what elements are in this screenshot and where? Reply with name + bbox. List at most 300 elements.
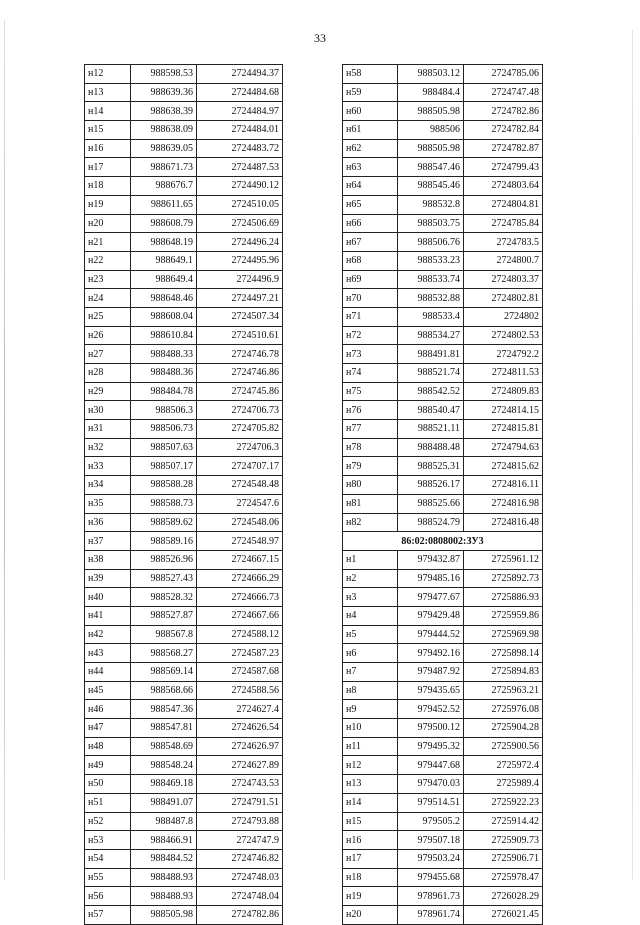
point-id-cell: н23	[85, 270, 131, 289]
table-row	[343, 606, 543, 625]
point-id-cell: н56	[85, 887, 131, 906]
y-coordinate-cell: 2724497.21	[197, 289, 283, 308]
table-row	[85, 831, 283, 850]
table-row	[343, 177, 543, 196]
point-id-cell: н34	[85, 476, 131, 495]
y-coordinate-cell: 2724548.06	[197, 513, 283, 532]
table-row	[85, 737, 283, 756]
x-coordinate-cell: 988533.4	[398, 307, 464, 326]
table-row	[85, 401, 283, 420]
table-row	[343, 364, 543, 383]
point-id-cell: н62	[343, 139, 398, 158]
table-row	[85, 364, 283, 383]
point-id-cell: н29	[85, 382, 131, 401]
x-coordinate-cell: 979429.48	[398, 606, 464, 625]
point-id-cell: н12	[343, 756, 398, 775]
point-id-cell: н53	[85, 831, 131, 850]
x-coordinate-cell: 988649.1	[131, 251, 197, 270]
y-coordinate-cell: 2724495.96	[197, 251, 283, 270]
point-id-cell: н40	[85, 588, 131, 607]
y-coordinate-cell: 2725922.23	[464, 793, 543, 812]
y-coordinate-cell: 2724791.51	[197, 793, 283, 812]
y-coordinate-cell: 2724799.43	[464, 158, 543, 177]
y-coordinate-cell: 2726028.29	[464, 887, 543, 906]
y-coordinate-cell: 2724588.56	[197, 681, 283, 700]
y-coordinate-cell: 2725978.47	[464, 868, 543, 887]
x-coordinate-cell: 979444.52	[398, 625, 464, 644]
x-coordinate-cell: 988611.65	[131, 195, 197, 214]
y-coordinate-cell: 2724803.37	[464, 270, 543, 289]
y-coordinate-cell: 2724802	[464, 307, 543, 326]
coordinates-table-right	[342, 64, 543, 925]
x-coordinate-cell: 988533.23	[398, 251, 464, 270]
x-coordinate-cell: 988525.66	[398, 494, 464, 513]
point-id-cell: н27	[85, 345, 131, 364]
y-coordinate-cell: 2724510.05	[197, 195, 283, 214]
x-coordinate-cell: 988506.3	[131, 401, 197, 420]
table-row	[85, 139, 283, 158]
point-id-cell: н1	[343, 550, 398, 569]
y-coordinate-cell: 2724666.29	[197, 569, 283, 588]
x-coordinate-cell: 988488.93	[131, 868, 197, 887]
point-id-cell: н61	[343, 121, 398, 140]
x-coordinate-cell: 988506.76	[398, 233, 464, 252]
y-coordinate-cell: 2724816.48	[464, 513, 543, 532]
point-id-cell: н30	[85, 401, 131, 420]
point-id-cell: н26	[85, 326, 131, 345]
table-row	[85, 569, 283, 588]
table-row	[85, 625, 283, 644]
x-coordinate-cell: 988638.39	[131, 102, 197, 121]
x-coordinate-cell: 988491.07	[131, 793, 197, 812]
y-coordinate-cell: 2724782.86	[197, 905, 283, 924]
y-coordinate-cell: 2724802.53	[464, 326, 543, 345]
x-coordinate-cell: 988506	[398, 121, 464, 140]
y-coordinate-cell: 2724510.61	[197, 326, 283, 345]
point-id-cell: н20	[343, 905, 398, 924]
table-row	[343, 681, 543, 700]
x-coordinate-cell: 988648.46	[131, 289, 197, 308]
table-row	[85, 644, 283, 663]
point-id-cell: н28	[85, 364, 131, 383]
point-id-cell: н2	[343, 569, 398, 588]
x-coordinate-cell: 988507.63	[131, 438, 197, 457]
x-coordinate-cell: 988671.73	[131, 158, 197, 177]
y-coordinate-cell: 2725886.93	[464, 588, 543, 607]
table-row	[343, 214, 543, 233]
table-row	[85, 326, 283, 345]
table-row	[85, 83, 283, 102]
y-coordinate-cell: 2724783.5	[464, 233, 543, 252]
x-coordinate-cell: 979485.16	[398, 569, 464, 588]
table-row	[343, 65, 543, 84]
point-id-cell: н58	[343, 65, 398, 84]
y-coordinate-cell: 2724666.73	[197, 588, 283, 607]
scan-edge-right	[632, 30, 633, 880]
y-coordinate-cell: 2724743.53	[197, 775, 283, 794]
table-row	[343, 831, 543, 850]
y-coordinate-cell: 2724706.73	[197, 401, 283, 420]
y-coordinate-cell: 2725906.71	[464, 849, 543, 868]
point-id-cell: н44	[85, 663, 131, 682]
x-coordinate-cell: 988527.43	[131, 569, 197, 588]
point-id-cell: н19	[85, 195, 131, 214]
table-row	[343, 700, 543, 719]
table-row	[85, 158, 283, 177]
point-id-cell: н70	[343, 289, 398, 308]
point-id-cell: н64	[343, 177, 398, 196]
y-coordinate-cell: 2725898.14	[464, 644, 543, 663]
table-row	[343, 289, 543, 308]
y-coordinate-cell: 2725963.21	[464, 681, 543, 700]
y-coordinate-cell: 2724814.15	[464, 401, 543, 420]
y-coordinate-cell: 2724816.11	[464, 476, 543, 495]
y-coordinate-cell: 2725961.12	[464, 550, 543, 569]
x-coordinate-cell: 988528.32	[131, 588, 197, 607]
table-row	[85, 438, 283, 457]
table-row	[343, 158, 543, 177]
point-id-cell: н68	[343, 251, 398, 270]
x-coordinate-cell: 988589.16	[131, 532, 197, 551]
point-id-cell: н75	[343, 382, 398, 401]
y-coordinate-cell: 2724745.86	[197, 382, 283, 401]
point-id-cell: н11	[343, 737, 398, 756]
point-id-cell: н42	[85, 625, 131, 644]
x-coordinate-cell: 979452.52	[398, 700, 464, 719]
table-row	[343, 102, 543, 121]
table-row	[343, 849, 543, 868]
x-coordinate-cell: 988547.81	[131, 719, 197, 738]
x-coordinate-cell: 988488.36	[131, 364, 197, 383]
table-row	[343, 121, 543, 140]
x-coordinate-cell: 988548.69	[131, 737, 197, 756]
x-coordinate-cell: 988469.18	[131, 775, 197, 794]
point-id-cell: н18	[85, 177, 131, 196]
table-row	[85, 214, 283, 233]
point-id-cell: н80	[343, 476, 398, 495]
point-id-cell: н8	[343, 681, 398, 700]
y-coordinate-cell: 2725894.83	[464, 663, 543, 682]
table-row	[85, 289, 283, 308]
point-id-cell: н71	[343, 307, 398, 326]
x-coordinate-cell: 979503.24	[398, 849, 464, 868]
table-row	[343, 83, 543, 102]
x-coordinate-cell: 988610.84	[131, 326, 197, 345]
x-coordinate-cell: 988526.17	[398, 476, 464, 495]
x-coordinate-cell: 988488.48	[398, 438, 464, 457]
table-row	[85, 756, 283, 775]
table-row	[343, 326, 543, 345]
y-coordinate-cell: 2724811.53	[464, 364, 543, 383]
point-id-cell: н22	[85, 251, 131, 270]
point-id-cell: н73	[343, 345, 398, 364]
x-coordinate-cell: 988488.33	[131, 345, 197, 364]
table-row	[343, 457, 543, 476]
section-header-row	[343, 532, 543, 551]
x-coordinate-cell: 979505.2	[398, 812, 464, 831]
table-row	[85, 588, 283, 607]
point-id-cell: н79	[343, 457, 398, 476]
y-coordinate-cell: 2724487.53	[197, 158, 283, 177]
x-coordinate-cell: 988649.4	[131, 270, 197, 289]
y-coordinate-cell: 2724587.68	[197, 663, 283, 682]
y-coordinate-cell: 2725989.4	[464, 775, 543, 794]
y-coordinate-cell: 2724746.86	[197, 364, 283, 383]
point-id-cell: н35	[85, 494, 131, 513]
x-coordinate-cell: 988676.7	[131, 177, 197, 196]
table-row	[85, 233, 283, 252]
point-id-cell: н12	[85, 65, 131, 84]
x-coordinate-cell: 988484.4	[398, 83, 464, 102]
point-id-cell: н31	[85, 420, 131, 439]
point-id-cell: н67	[343, 233, 398, 252]
x-coordinate-cell: 988503.75	[398, 214, 464, 233]
point-id-cell: н72	[343, 326, 398, 345]
x-coordinate-cell: 979435.65	[398, 681, 464, 700]
table-row	[343, 494, 543, 513]
x-coordinate-cell: 988521.74	[398, 364, 464, 383]
point-id-cell: н77	[343, 420, 398, 439]
y-coordinate-cell: 2724496.9	[197, 270, 283, 289]
coordinates-table-left	[84, 64, 283, 925]
point-id-cell: н48	[85, 737, 131, 756]
point-id-cell: н82	[343, 513, 398, 532]
table-row	[85, 663, 283, 682]
table-row	[85, 121, 283, 140]
point-id-cell: н7	[343, 663, 398, 682]
table-row	[343, 737, 543, 756]
table-row	[85, 606, 283, 625]
table-row	[343, 793, 543, 812]
point-id-cell: н3	[343, 588, 398, 607]
y-coordinate-cell: 2724490.12	[197, 177, 283, 196]
table-row	[343, 345, 543, 364]
point-id-cell: н76	[343, 401, 398, 420]
x-coordinate-cell: 988598.53	[131, 65, 197, 84]
y-coordinate-cell: 2724494.37	[197, 65, 283, 84]
y-coordinate-cell: 2725904.28	[464, 719, 543, 738]
y-coordinate-cell: 2724815.62	[464, 457, 543, 476]
x-coordinate-cell: 979432.87	[398, 550, 464, 569]
table-row	[85, 513, 283, 532]
y-coordinate-cell: 2724746.78	[197, 345, 283, 364]
x-coordinate-cell: 979507.18	[398, 831, 464, 850]
y-coordinate-cell: 2724746.82	[197, 849, 283, 868]
y-coordinate-cell: 2724484.01	[197, 121, 283, 140]
x-coordinate-cell: 979492.16	[398, 644, 464, 663]
table-row	[343, 438, 543, 457]
x-coordinate-cell: 988521.11	[398, 420, 464, 439]
x-coordinate-cell: 988542.52	[398, 382, 464, 401]
point-id-cell: н45	[85, 681, 131, 700]
y-coordinate-cell: 2725900.56	[464, 737, 543, 756]
x-coordinate-cell: 988505.98	[131, 905, 197, 924]
table-row	[343, 307, 543, 326]
table-row	[85, 382, 283, 401]
point-id-cell: н20	[85, 214, 131, 233]
table-row	[343, 756, 543, 775]
x-coordinate-cell: 988569.14	[131, 663, 197, 682]
point-id-cell: н54	[85, 849, 131, 868]
page-number: 33	[314, 31, 326, 45]
y-coordinate-cell: 2724588.12	[197, 625, 283, 644]
scan-edge-left	[4, 20, 5, 880]
y-coordinate-cell: 2724803.64	[464, 177, 543, 196]
point-id-cell: н52	[85, 812, 131, 831]
table-row	[343, 868, 543, 887]
x-coordinate-cell: 988491.81	[398, 345, 464, 364]
y-coordinate-cell: 2724748.04	[197, 887, 283, 906]
x-coordinate-cell: 988484.78	[131, 382, 197, 401]
y-coordinate-cell: 2724626.54	[197, 719, 283, 738]
y-coordinate-cell: 2724782.86	[464, 102, 543, 121]
y-coordinate-cell: 2725959.86	[464, 606, 543, 625]
y-coordinate-cell: 2724484.68	[197, 83, 283, 102]
table-row	[85, 775, 283, 794]
y-coordinate-cell: 2725969.98	[464, 625, 543, 644]
table-row	[343, 251, 543, 270]
table-row	[343, 588, 543, 607]
table-row	[343, 569, 543, 588]
table-row	[85, 476, 283, 495]
x-coordinate-cell: 988487.8	[131, 812, 197, 831]
table-row	[85, 177, 283, 196]
point-id-cell: н19	[343, 887, 398, 906]
table-row	[343, 195, 543, 214]
y-coordinate-cell: 2724816.98	[464, 494, 543, 513]
table-row	[343, 719, 543, 738]
y-coordinate-cell: 2724793.88	[197, 812, 283, 831]
table-row	[85, 849, 283, 868]
y-coordinate-cell: 2724706.3	[197, 438, 283, 457]
point-id-cell: н43	[85, 644, 131, 663]
x-coordinate-cell: 988534.27	[398, 326, 464, 345]
x-coordinate-cell: 988567.8	[131, 625, 197, 644]
y-coordinate-cell: 2724785.06	[464, 65, 543, 84]
y-coordinate-cell: 2724815.81	[464, 420, 543, 439]
table-row	[343, 644, 543, 663]
point-id-cell: н18	[343, 868, 398, 887]
y-coordinate-cell: 2724587.23	[197, 644, 283, 663]
cadastral-number-header: 86:02:0808002:ЗУ3	[343, 532, 543, 551]
point-id-cell: н65	[343, 195, 398, 214]
y-coordinate-cell: 2724794.63	[464, 438, 543, 457]
table-row	[85, 719, 283, 738]
point-id-cell: н6	[343, 644, 398, 663]
table-row	[343, 775, 543, 794]
y-coordinate-cell: 2725976.08	[464, 700, 543, 719]
y-coordinate-cell: 2724667.66	[197, 606, 283, 625]
point-id-cell: н5	[343, 625, 398, 644]
x-coordinate-cell: 988639.36	[131, 83, 197, 102]
x-coordinate-cell: 988608.79	[131, 214, 197, 233]
point-id-cell: н15	[343, 812, 398, 831]
x-coordinate-cell: 988506.73	[131, 420, 197, 439]
point-id-cell: н55	[85, 868, 131, 887]
point-id-cell: н51	[85, 793, 131, 812]
point-id-cell: н39	[85, 569, 131, 588]
point-id-cell: н47	[85, 719, 131, 738]
table-row	[343, 887, 543, 906]
y-coordinate-cell: 2726021.45	[464, 905, 543, 924]
point-id-cell: н57	[85, 905, 131, 924]
point-id-cell: н10	[343, 719, 398, 738]
x-coordinate-cell: 988525.31	[398, 457, 464, 476]
table-row	[85, 812, 283, 831]
y-coordinate-cell: 2724707.17	[197, 457, 283, 476]
point-id-cell: н66	[343, 214, 398, 233]
table-row	[85, 681, 283, 700]
point-id-cell: н63	[343, 158, 398, 177]
table-row	[343, 513, 543, 532]
point-id-cell: н16	[85, 139, 131, 158]
point-id-cell: н32	[85, 438, 131, 457]
x-coordinate-cell: 988638.09	[131, 121, 197, 140]
table-row	[85, 251, 283, 270]
x-coordinate-cell: 979477.67	[398, 588, 464, 607]
point-id-cell: н25	[85, 307, 131, 326]
point-id-cell: н50	[85, 775, 131, 794]
table-row	[343, 270, 543, 289]
point-id-cell: н21	[85, 233, 131, 252]
x-coordinate-cell: 988532.8	[398, 195, 464, 214]
point-id-cell: н16	[343, 831, 398, 850]
x-coordinate-cell: 979514.51	[398, 793, 464, 812]
table-row	[85, 700, 283, 719]
x-coordinate-cell: 988532.88	[398, 289, 464, 308]
table-row	[343, 382, 543, 401]
y-coordinate-cell: 2725892.73	[464, 569, 543, 588]
x-coordinate-cell: 988608.04	[131, 307, 197, 326]
x-coordinate-cell: 988526.96	[131, 550, 197, 569]
x-coordinate-cell: 988589.62	[131, 513, 197, 532]
y-coordinate-cell: 2724785.84	[464, 214, 543, 233]
y-coordinate-cell: 2724506.69	[197, 214, 283, 233]
y-coordinate-cell: 2724626.97	[197, 737, 283, 756]
table-row	[343, 905, 543, 924]
table-row	[343, 139, 543, 158]
x-coordinate-cell: 988527.87	[131, 606, 197, 625]
y-coordinate-cell: 2724748.03	[197, 868, 283, 887]
table-row	[85, 793, 283, 812]
y-coordinate-cell: 2724782.84	[464, 121, 543, 140]
x-coordinate-cell: 979470.03	[398, 775, 464, 794]
y-coordinate-cell: 2724747.9	[197, 831, 283, 850]
y-coordinate-cell: 2724548.48	[197, 476, 283, 495]
y-coordinate-cell: 2724747.48	[464, 83, 543, 102]
x-coordinate-cell: 979487.92	[398, 663, 464, 682]
x-coordinate-cell: 988547.36	[131, 700, 197, 719]
table-row	[85, 195, 283, 214]
point-id-cell: н69	[343, 270, 398, 289]
point-id-cell: н41	[85, 606, 131, 625]
x-coordinate-cell: 988466.91	[131, 831, 197, 850]
table-row	[343, 420, 543, 439]
y-coordinate-cell: 2724496.24	[197, 233, 283, 252]
table-row	[85, 270, 283, 289]
point-id-cell: н37	[85, 532, 131, 551]
x-coordinate-cell: 978961.73	[398, 887, 464, 906]
x-coordinate-cell: 988648.19	[131, 233, 197, 252]
table-row	[343, 550, 543, 569]
point-id-cell: н4	[343, 606, 398, 625]
x-coordinate-cell: 979455.68	[398, 868, 464, 887]
x-coordinate-cell: 988507.17	[131, 457, 197, 476]
table-row	[85, 532, 283, 551]
table-row	[85, 550, 283, 569]
point-id-cell: н59	[343, 83, 398, 102]
x-coordinate-cell: 988505.98	[398, 139, 464, 158]
